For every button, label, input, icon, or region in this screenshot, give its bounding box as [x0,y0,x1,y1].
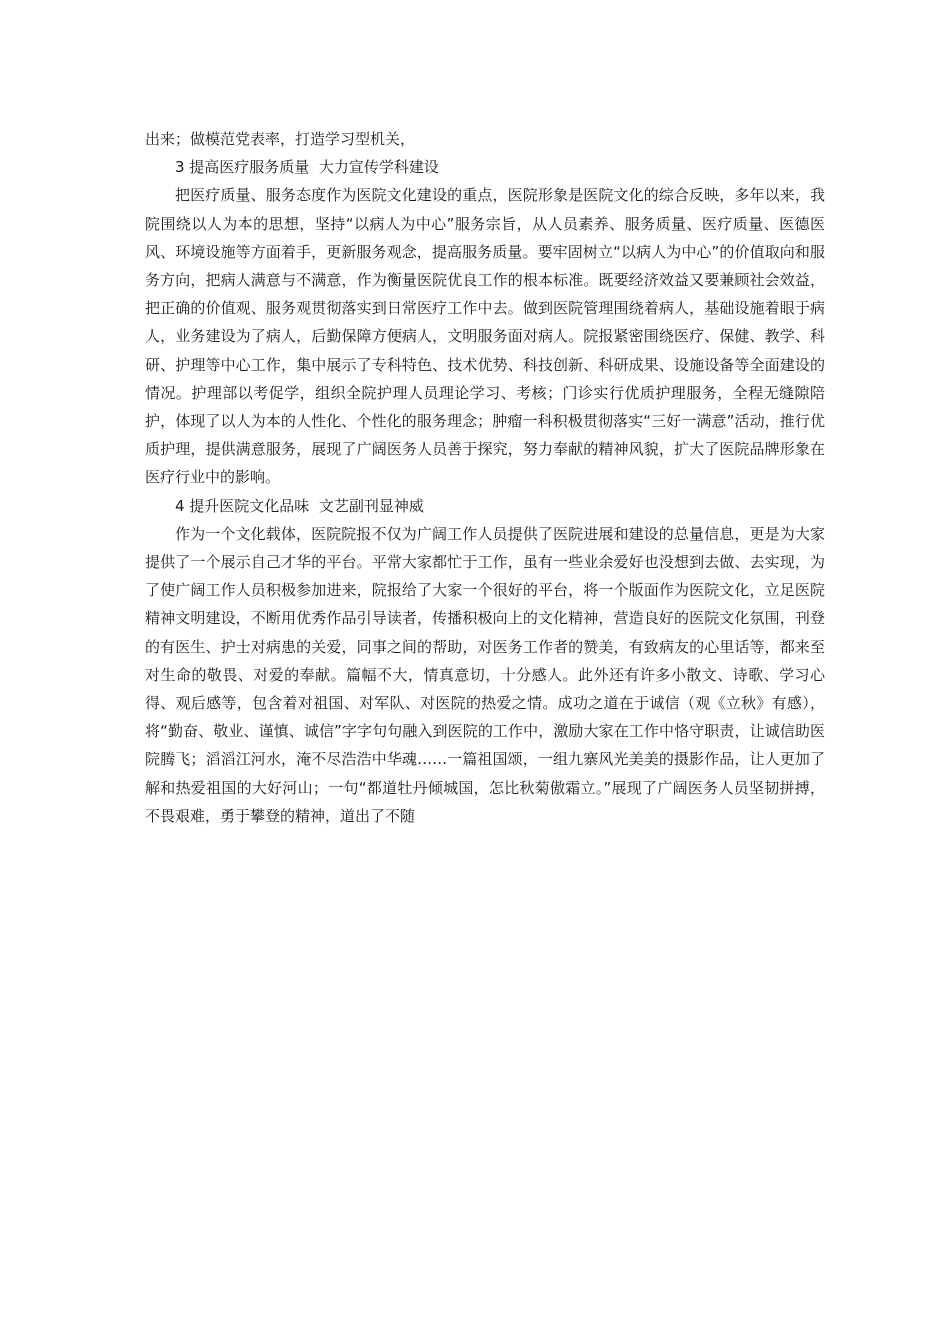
section-4-paragraph: 作为一个文化载体，医院院报不仅为广阔工作人员提供了医院进展和建设的总量信息，更是为大家提供了一个展示自己才华的平台。平常大家都忙于工作，虽有一些业余爱好也没想到去做、去实现，为了使广阔工作人员积极参加进来，院报给了大家一个很好的平台，将一个版面作为医院文化，立足医院精神文明建设，不断用优秀作品引导读者，传播积极向上的文化精神，营造良好的医院文化氛围，刊登的有医生、护士对病患的关爱，同事之间的帮助，对医务工作者的赞美，有致病友的心里话等，都来至对生命的敬畏、对爱的奉献。篇幅不大，情真意切，十分感人。此外还有许多小散文、诗歌、学习心得、观后感等，包含着对祖国、对军队、对医院的热爱之情。成功之道在于诚信（观《立秋》有感），将“勤奋、敬业、谨慎、诚信”字字句句融入到医院的工作中，激励大家在工作中恪守职责，让诚信助医院腾飞；滔滔江河水，淹不尽浩浩中华魂……一篇祖国颂，一组九寨风光美美的摄影作品，让人更加了解和热爱祖国的大好河山；一句“都道牡丹倾城国，怎比秋菊傲霜立。”展现了广阔医务人员坚韧拼搏，不畏艰难，勇于攀登的精神，道出了不随 [145,524,825,825]
continuation-paragraph: 出来；做模范党表率，打造学习型机关， [145,130,416,148]
section-3-heading: 3 提高医疗服务质量 大力宣传学科建设 [175,158,439,177]
document-body [145,125,825,830]
section-3-paragraph: 把医疗质量、服务态度作为医院文化建设的重点，医院形象是医院文化的综合反映，多年以来，我院围绕以人为本的思想，坚持“以病人为中心”服务宗旨，从人员素养、服务质量、医疗质量、医德医风、环境设施等方面着手，更新服务观念，提高服务质量。要牢固树立“以病人为中心”的价值取向和服务方向，把病人满意与不满意，作为衡量医院优良工作的根本标准。既要经济效益又要兼顾社会效益，把正确的价值观、服务观贯彻落实到日常医疗工作中去。做到医院管理围绕着病人，基础设施着眼于病人，业务建设为了病人，后勤保障方便病人，文明服务面对病人。院报紧密围绕医疗、保健、教学、科研、护理等中心工作，集中展示了专科特色、技术优势、科技创新、科研成果、设施设备等全面建设的情况。护理部以考促学，组织全院护理人员理论学习、考核；门诊实行优质护理服务，全程无缝隙陪护，体现了以人为本的人性化、个性化的服务理念；肿瘤一科积极贯彻落实“三好一满意”活动，推行优质护理，提供满意服务，展现了广阔医务人员善于探究，努力奉献的精神风貌，扩大了医院品牌形象在医疗行业中的影响。 [145,186,825,487]
section-4-heading: 4 提升医院文化品味 文艺副刊显神威 [175,496,424,515]
